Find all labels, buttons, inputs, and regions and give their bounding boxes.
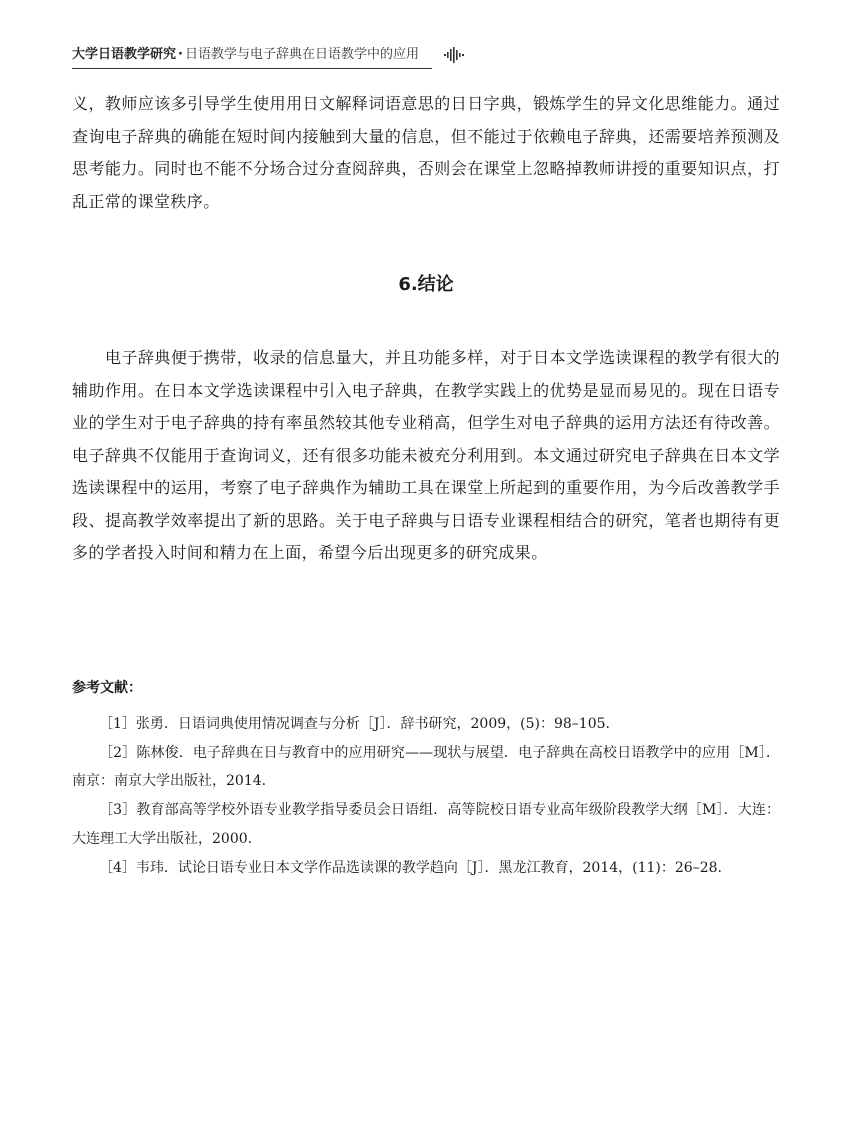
journal-name: 大学日语教学研究 <box>72 47 177 62</box>
barcode-ornament-icon <box>444 47 464 63</box>
reference-item: ［4］韦玮．试论日语专业日本文学作品选读课的教学趋向［J］．黑龙江教育，2014，(11)：26–28. <box>99 859 722 876</box>
body-paragraph-continued: 义，教师应该多引导学生使用用日文解释词语意思的日日字典，锻炼学生的异文化思维能力。通过查询电子辞典的确能在短时间内接触到大量的信息，但不能过于依赖电子辞典，还需要培养预测及思考能力。同时也不能不分场合过分查阅辞典，否则会在课堂上忽略掉教师讲授的重要知识点，打乱正常的课堂秩序。 <box>72 94 780 211</box>
running-header <box>72 44 432 69</box>
references-heading: 参考文献： <box>72 680 142 696</box>
section-heading: 6.结论 <box>398 274 454 295</box>
conclusion-paragraph: 电子辞典便于携带，收录的信息量大，并且功能多样，对于日本文学选读课程的教学有很大的辅助作用。在日本文学选读课程中引入电子辞典，在教学实践上的优势是显而易见的。现在日语专业的学生对于电子辞典的持有率虽然较其他专业稍高，但学生对电子辞典的运用方法还有待改善。电子辞典不仅能用于查询词义，还有很多功能未被充分利用到。本文通过研究电子辞典在日本文学选读课程中的运用，考察了电子辞典作为辅助工具在课堂上所起到的重要作用，为今后改善教学手段、提高教学效率提出了新的思路。关于电子辞典与日语专业课程相结合的研究，笔者也期待有更多的学者投入时间和精力在上面，希望今后出现更多的研究成果。 <box>72 348 780 562</box>
reference-item: ［1］张勇．日语词典使用情况调查与分析［J］．辞书研究，2009，(5)：98–105. <box>99 716 610 732</box>
header-separator: · <box>178 47 183 62</box>
running-title: 日语教学与电子辞典在日语教学中的应用 <box>184 47 419 62</box>
reference-list <box>72 710 780 882</box>
reference-item: ［2］陈林俊．电子辞典在日与教育中的应用研究——现状与展望．电子辞典在高校日语教学中的应用［M］．南京：南京大学出版社，2014. <box>72 744 780 790</box>
reference-item: ［3］教育部高等学校外语专业教学指导委员会日语组．高等院校日语专业高年级阶段教学大纲［M］．大连：大连理工大学出版社，2000. <box>72 802 780 847</box>
